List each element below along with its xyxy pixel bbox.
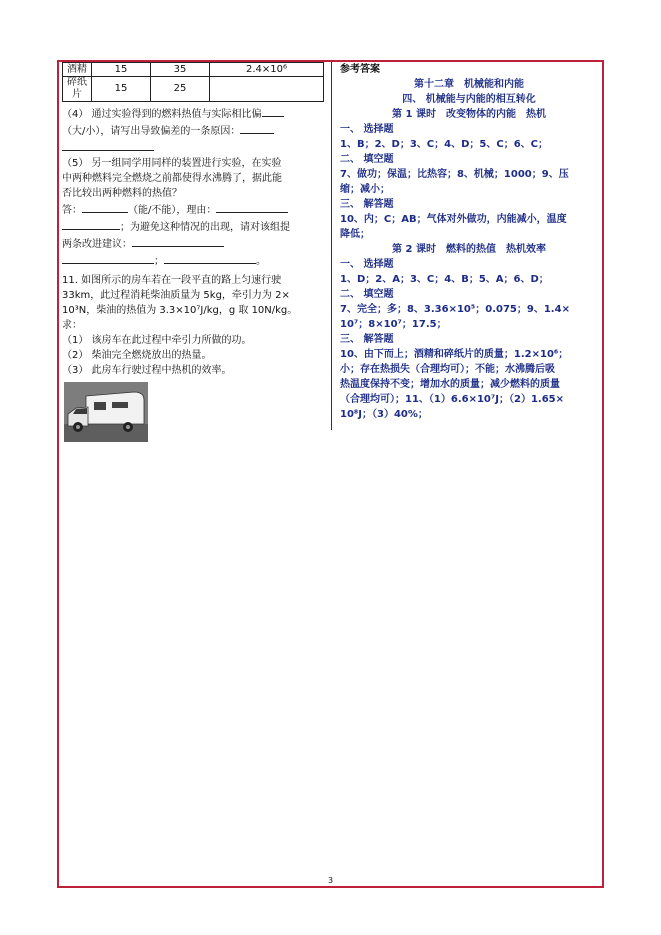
answer-line: 1、D；2、A；3、C；4、B；5、A；6、D； xyxy=(340,274,549,285)
answer-blank[interactable] xyxy=(164,252,256,264)
question-text: （5） 另一组同学用同样的装置进行实验，在实验 xyxy=(62,158,282,169)
question-text: 中两种燃料完全燃烧之前都使得水沸腾了，据此能 xyxy=(62,173,282,184)
answer-line: 10、内；C；AB；气体对外做功，内能减小，温度 xyxy=(340,214,567,225)
answer-blank[interactable] xyxy=(262,105,284,117)
section-title: 四、 机械能与内能的相互转化 xyxy=(402,94,536,105)
table-cell: 15 xyxy=(92,77,151,102)
question-text: 两条改进建议： xyxy=(62,235,324,252)
question-text xyxy=(62,139,324,156)
subsection-title: 三、 解答题 xyxy=(340,199,394,210)
answer-line: 热温度保持不变；增加水的质量；减少燃料的质量 xyxy=(340,379,560,390)
rv-camper-image xyxy=(64,382,148,442)
column-divider xyxy=(331,62,332,430)
table-row xyxy=(63,77,324,102)
answer-line: 10⁷；8×10⁷；17.5； xyxy=(340,319,447,330)
table-cell: 25 xyxy=(151,77,210,102)
lesson-title: 第 1 课时 改变物体的内能 热机 xyxy=(392,109,546,120)
answer-line: （合理均可）；11、（1）6.6×10⁷J；（2）1.65× xyxy=(340,394,564,405)
answer-line: 10、由下而上；酒精和碎纸片的质量；1.2×10⁶； xyxy=(340,349,569,360)
table-row xyxy=(63,63,324,77)
question-text: 求： xyxy=(62,320,82,331)
table-cell: 2.4×10⁶ xyxy=(210,63,324,77)
subsection-title: 二、 填空题 xyxy=(340,154,394,165)
fuel-data-table xyxy=(62,62,324,102)
question-text: ； 。 xyxy=(62,252,324,269)
answer-blank[interactable] xyxy=(82,201,128,213)
lesson-title: 第 2 课时 燃料的热值 热机效率 xyxy=(392,244,546,255)
question-text: 否比较出两种燃料的热值？ xyxy=(62,188,182,199)
answer-line: 降低； xyxy=(340,229,370,240)
question-text: 答： （能/不能），理由： xyxy=(62,201,324,218)
subsection-title: 三、 解答题 xyxy=(340,334,394,345)
subsection-title: 二、 填空题 xyxy=(340,289,394,300)
answer-line: 7、做功；保温；比热容；8、机械；1000；9、压 xyxy=(340,169,569,180)
answer-blank[interactable] xyxy=(62,252,154,264)
question-text: （4） 通过实验得到的燃料热值与实际相比偏 xyxy=(62,105,324,122)
answer-line: 1、B；2、D；3、C；4、D；5、C；6、C； xyxy=(340,139,548,150)
question-text: （1） 该房车在此过程中牵引力所做的功。 xyxy=(62,335,252,346)
answer-blank[interactable] xyxy=(132,235,224,247)
table-cell: 35 xyxy=(151,63,210,77)
answer-line: 10⁸J；（3）40%； xyxy=(340,409,428,420)
answer-blank[interactable] xyxy=(62,218,120,230)
chapter-title: 第十二章 机械能和内能 xyxy=(414,79,524,90)
question-text: （大/小），请写出导致偏差的一条原因： xyxy=(62,122,324,139)
answer-line: 小；存在热损失（合理均可）；不能；水沸腾后吸 xyxy=(340,364,555,375)
table-cell: 酒精 xyxy=(63,63,92,77)
subsection-title: 一、 选择题 xyxy=(340,259,394,270)
subsection-title: 一、 选择题 xyxy=(340,124,394,135)
answer-blank[interactable] xyxy=(216,201,288,213)
question-text: （3） 此房车行驶过程中热机的效率。 xyxy=(62,365,232,376)
table-cell: 15 xyxy=(92,63,151,77)
left-column xyxy=(62,62,324,447)
question-text: 33km，此过程消耗柴油质量为 5kg，牵引力为 2× xyxy=(62,290,290,301)
answers-heading: 参考答案 xyxy=(340,64,380,75)
answer-column xyxy=(340,62,598,422)
answer-line: 7、完全；多；8、3.36×10⁵；0.075；9、1.4× xyxy=(340,304,570,315)
answer-line: 缩；减小； xyxy=(340,184,390,195)
page-number: 3 xyxy=(327,876,334,885)
question-text: ；为避免这种情况的出现，请对该组提 xyxy=(62,218,324,235)
question-text: 11. 如图所示的房车若在一段平直的路上匀速行驶 xyxy=(62,275,282,286)
question-text: （2） 柴油完全燃烧放出的热量。 xyxy=(62,350,212,361)
table-cell xyxy=(210,77,324,102)
table-cell: 碎纸片 xyxy=(63,77,92,102)
question-text: 10³N，柴油的热值为 3.3×10⁷J/kg，g 取 10N/kg。 xyxy=(62,305,298,316)
answer-blank[interactable] xyxy=(62,139,154,151)
answer-blank[interactable] xyxy=(240,122,274,134)
